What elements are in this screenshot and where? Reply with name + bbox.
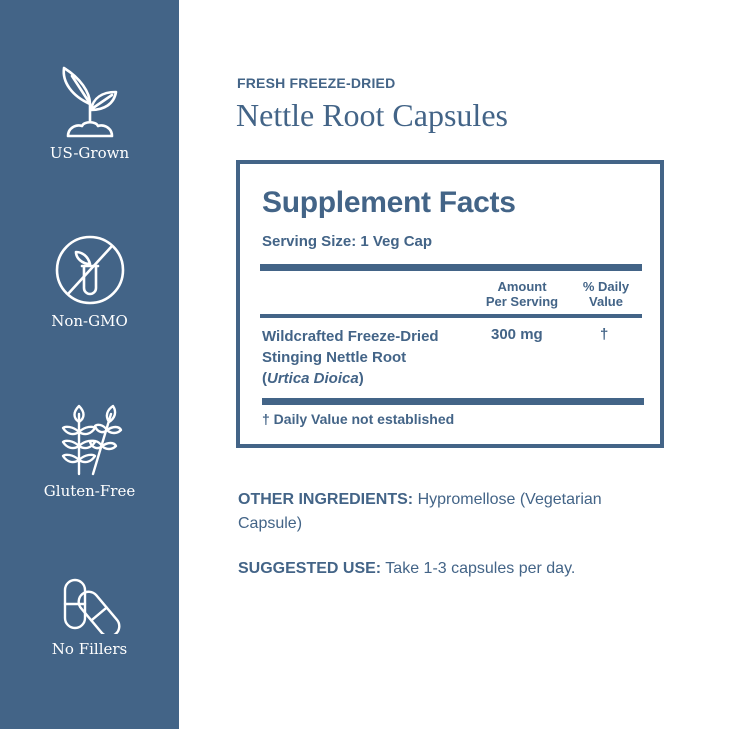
ingredient-name: [262, 326, 439, 389]
sidebar: [0, 0, 179, 729]
sprout-icon: [60, 66, 120, 138]
non-gmo-icon: [54, 234, 126, 306]
badge-non-gmo: [0, 234, 179, 330]
ingredient-line1: Wildcrafted Freeze-Dried: [262, 328, 439, 345]
ingredient-latin: (Urtica Dioica): [262, 370, 364, 387]
thick-divider-bottom: [262, 398, 644, 405]
medium-divider: [260, 314, 642, 318]
col-amount-line2: Per Serving: [485, 294, 559, 309]
col-dv-header: [574, 279, 638, 309]
supplement-facts-panel: [236, 160, 664, 448]
col-amount-header: [478, 279, 566, 309]
col-amount-line1: Amount: [497, 279, 547, 294]
other-ingredients-label: OTHER INGREDIENTS:: [238, 491, 414, 508]
badge-label: US-Grown: [49, 144, 130, 162]
other-ingredients: [238, 488, 658, 536]
badge-label: Non-GMO: [51, 312, 128, 330]
product-eyebrow: FRESH FREEZE-DRIED: [237, 75, 396, 91]
ingredient-daily-value: †: [600, 326, 609, 343]
col-dv-line1: % Daily: [582, 279, 630, 294]
thick-divider: [260, 264, 642, 271]
suggested-use-label: SUGGESTED USE:: [238, 560, 382, 577]
suggested-use-text: Take 1-3 capsules per day.: [381, 560, 576, 577]
other-ingredients-text: Hypromellose (Vegetarian Capsule): [238, 491, 602, 532]
wheat-icon: [57, 404, 123, 476]
suggested-use: [238, 557, 658, 581]
serving-size: Serving Size: 1 Veg Cap: [262, 233, 433, 250]
product-title: Nettle Root Capsules: [236, 97, 508, 133]
daily-value-footnote: † Daily Value not established: [262, 411, 455, 427]
badge-no-fillers: [0, 574, 179, 658]
badge-label: No Fillers: [51, 640, 128, 658]
supplement-facts-heading: Supplement Facts: [262, 186, 516, 219]
capsules-icon: [59, 574, 121, 634]
col-dv-line2: Value: [589, 294, 623, 309]
ingredient-line2: Stinging Nettle Root: [262, 349, 407, 366]
badge-gluten-free: [0, 404, 179, 500]
badge-label: Gluten-Free: [43, 482, 136, 500]
badge-us-grown: [0, 66, 179, 162]
ingredient-amount: 300 mg: [491, 326, 543, 343]
